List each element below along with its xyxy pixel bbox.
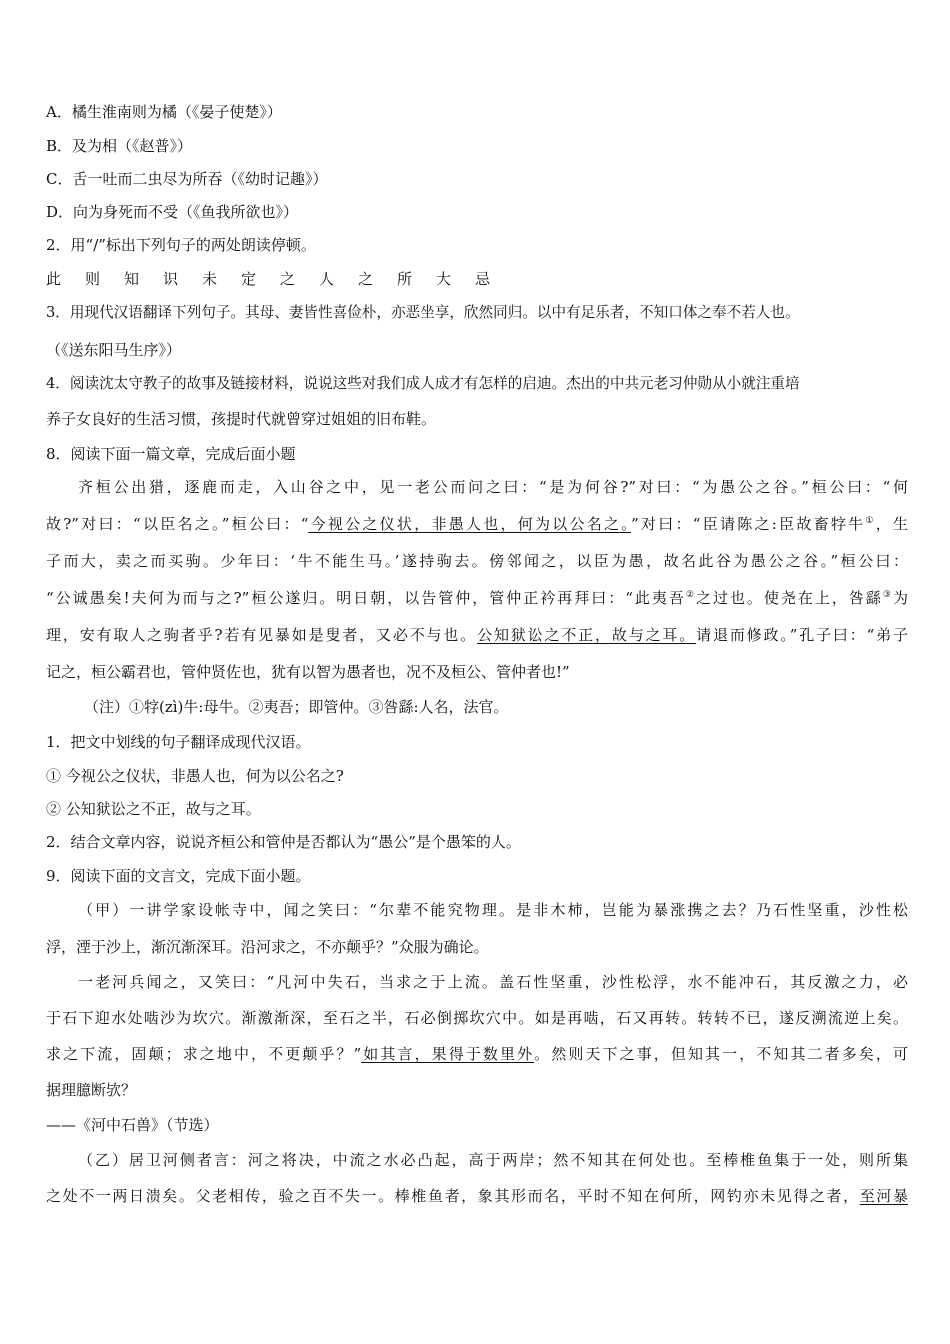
passage-8-line-5: 理，安有取人之驹者乎?若有见暴如是叟者，又必不与也。公知狱讼之不正，故与之耳。请退而修政。”孔子曰：“弟子	[46, 626, 908, 644]
passage-9-jia-line-1: （甲）一讲学家设帐寺中，闻之笑曰：“尔辈不能究物理。是非木柿，岂能为暴涨携之去？乃石性坚重，沙性松	[78, 901, 908, 919]
section-8-header: 8．阅读下面一篇文章，完成后面小题	[46, 445, 296, 463]
passage-9-jia-line-5: 求之下流，固颠；求之地中，不更颠乎？”如其言，果得于数里外。然则天下之事，但知其一，不知其二者多矣，可	[46, 1045, 908, 1063]
footnote-2-marker: ②	[685, 590, 696, 600]
footnote-1-marker: ①	[865, 516, 876, 526]
passage-9-jia-line-6: 据理臆断欤？	[46, 1081, 137, 1099]
passage-8-line-2: 故?”对曰：“以臣名之。”桓公曰：“今视公之仪状，非愚人也，何为以公名之。”对曰：“臣请陈之:臣故畜牸牛①，生	[46, 515, 908, 533]
option-d: D．向为身死而不受（《鱼我所欲也》）	[46, 203, 299, 221]
passage-9-jia-line-3: 一老河兵闻之，又笑曰：“凡河中失石，当求之于上流。盖石性坚重，沙性松浮，水不能冲石，其反激之力，必	[78, 973, 908, 991]
passage-9-yi-line-2: 之处不一两日溃矣。父老相传，验之百不失一。棒椎鱼者，象其形而名，平时不知在何所，网钓亦未见得之者，至河暴	[46, 1187, 908, 1205]
option-b: B．及为相（《赵普》）	[46, 137, 193, 155]
question-4-line-2: 养子女良好的生活习惯，孩提时代就曾穿过姐姐的旧布鞋。	[46, 410, 437, 428]
passage-8-line-3: 子而大，卖之而买驹。少年曰：‘牛不能生马。’遂持驹去。傍邻闻之，以臣为愚，故名此谷为愚公之谷。”桓公曰：	[46, 552, 908, 570]
option-c: C．舌一吐而二虫尽为所吞（《幼时记趣》）	[46, 170, 328, 188]
underlined-sentence-4: 至河暴	[859, 1187, 908, 1205]
passage-9-source: ——《河中石兽》（节选）	[46, 1116, 219, 1134]
passage-8-line-4: “公诚愚矣!夫何为而与之?”桓公遂归。明日朝，以告管仲，管仲正衿再拜曰：“此夷吾②之过也。使尧在上，咎繇③为	[46, 589, 908, 607]
option-a: A．橘生淮南则为橘（《晏子使楚》）	[46, 103, 282, 121]
passage-9-jia-line-4: 于石下迎水处啮沙为坎穴。渐激渐深，至石之半，石必倒掷坎穴中。如是再啮，石又再转。转转不已，遂反溯流逆上矣。	[46, 1009, 908, 1027]
section-9-header: 9．阅读下面的文言文，完成下面小题。	[46, 867, 311, 885]
sub-question-1: 1．把文中划线的句子翻译成现代汉语。	[46, 733, 311, 751]
question-2-prompt: 2．用“/”标出下列句子的两处朗读停顿。	[46, 236, 316, 254]
underlined-sentence-3: 如其言，果得于数里外	[361, 1045, 535, 1063]
question-3-line-1: 3．用现代汉语翻译下列句子。其母、妻皆性喜俭朴，亦恶坐享，欣然同归。以中有足乐者，不知口体之奉不若人也。	[46, 304, 800, 321]
sub-question-2: 2．结合文章内容，说说齐桓公和管仲是否都认为“愚公”是个愚笨的人。	[46, 833, 521, 851]
passage-9-jia-line-2: 浮，湮于沙上，渐沉渐深耳。沿河求之，不亦颠乎？”众服为确论。	[46, 938, 489, 956]
sub-question-1-item-2: ② 公知狱讼之不正，故与之耳。	[46, 800, 261, 818]
passage-8-line-6: 记之，桓公霸君也，管仲贤佐也，犹有以智为愚者也，况不及桓公、管仲者也!”	[46, 663, 570, 681]
question-3-line-2: （《送东阳马生序》）	[46, 341, 182, 359]
passage-8-line-1: 齐桓公出猎，逐鹿而走，入山谷之中，见一老公而问之曰：“是为何谷?”对曰：“为愚公之谷。”桓公曰：“何	[78, 478, 908, 496]
underlined-sentence-1: 今视公之仪状，非愚人也，何为以公名之。	[308, 515, 632, 533]
underlined-sentence-2: 公知狱讼之不正，故与之耳。	[477, 626, 697, 644]
question-2-sentence: 此则知识未定之人之所大忌	[46, 270, 515, 288]
question-4-line-1: 4．阅读沈太守教子的故事及链接材料，说说这些对我们成人成才有怎样的启迪。杰出的中共元老习仲勋从小就注重培	[46, 375, 800, 392]
sub-question-1-item-1: ① 今视公之仪状，非愚人也，何为以公名之?	[46, 767, 344, 785]
passage-8-notes: （注）①牸(zì)牛:母牛。②夷吾；即管仲。③咎繇:人名，法官。	[84, 698, 509, 716]
passage-9-yi-line-1: （乙）居卫河侧者言：河之将决，中流之水必凸起，高于两岸；然不知其在何处也。至棒椎鱼集于一处，则所集	[78, 1151, 908, 1169]
footnote-3-marker: ③	[882, 590, 893, 600]
